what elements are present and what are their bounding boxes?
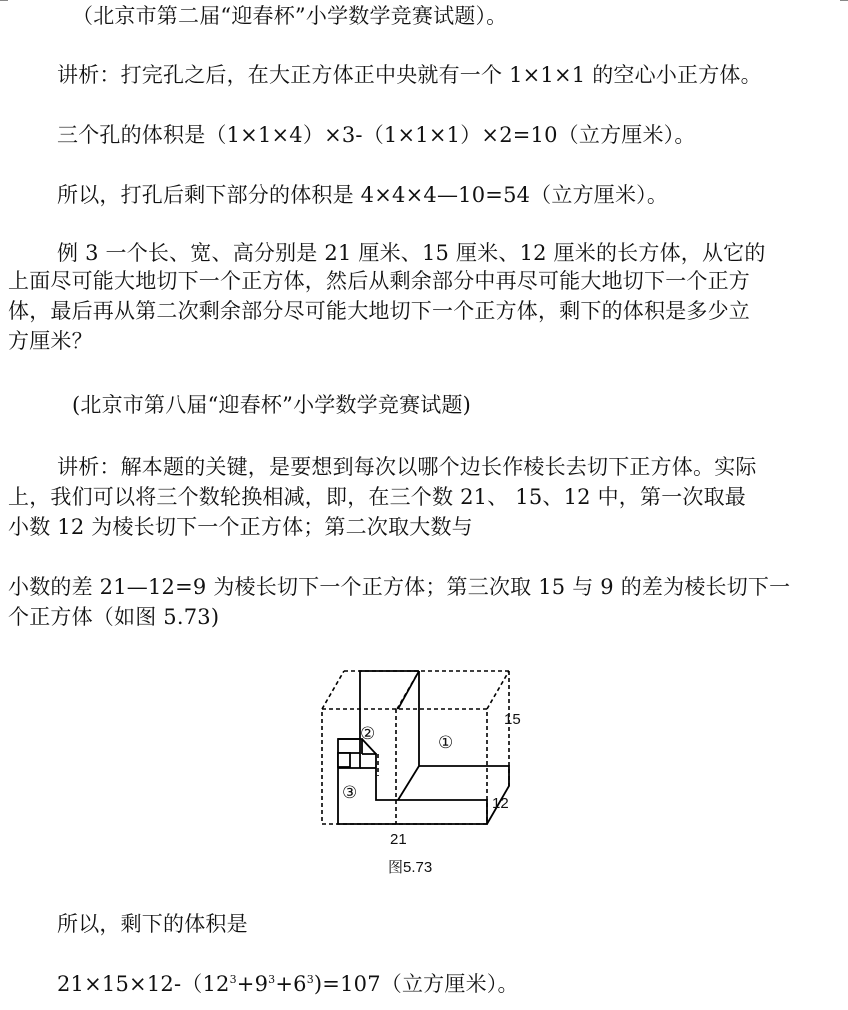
example-3-line-4: 方厘米？ bbox=[8, 329, 93, 353]
example-3-line-1: 例 3 一个长、宽、高分别是 21 厘米、15 厘米、12 厘米的长方体，从它的 bbox=[57, 241, 766, 265]
analysis-line-6: 个正方体（如图 5.73) bbox=[8, 605, 220, 629]
equation-part-4: )=107（立方厘米）。 bbox=[313, 972, 519, 996]
label-height-15: 15 bbox=[504, 711, 521, 728]
source-note-1: （北京市第二届“迎春杯”小学数学竞赛试题）。 bbox=[72, 4, 508, 28]
equation-part-1: 21×15×12-（12 bbox=[57, 972, 230, 996]
piece-label-3: ③ bbox=[342, 783, 358, 803]
label-width-12: 12 bbox=[492, 795, 509, 812]
analysis-line-2: 讲析：解本题的关键，是要想到每次以哪个边长作棱长去切下正方体。实际 bbox=[57, 455, 757, 479]
analysis-line-4: 小数 12 为棱长切下一个正方体；第二次取大数与 bbox=[8, 515, 473, 539]
equation-exponent-1: 3 bbox=[229, 973, 237, 986]
equation-part-2: +9 bbox=[236, 972, 269, 996]
equation-exponent-3: 3 bbox=[306, 973, 314, 986]
hole-volume-line: 三个孔的体积是（1×1×4）×3-（1×1×1）×2=10（立方厘米）。 bbox=[57, 123, 696, 147]
conclusion-line: 所以，剩下的体积是 bbox=[57, 912, 248, 936]
label-length-21: 21 bbox=[390, 831, 407, 848]
cuboid-figure bbox=[318, 664, 538, 878]
example-3-line-3: 体，最后再从第二次剩余部分尽可能大地切下一个正方体，剩下的体积是多少立 bbox=[8, 299, 750, 323]
analysis-line-3: 上，我们可以将三个数轮换相减，即，在三个数 21、 15、12 中，第一次取最 bbox=[8, 485, 746, 509]
figure-caption: 图5.73 bbox=[388, 859, 433, 876]
piece-label-2: ② bbox=[360, 724, 376, 744]
equation-part-3: +6 bbox=[275, 972, 307, 996]
analysis-line-1: 讲析：打完孔之后，在大正方体正中央就有一个 1×1×1 的空心小正方体。 bbox=[57, 63, 762, 87]
final-equation bbox=[0, 970, 848, 998]
page-corner-mark-right bbox=[840, 0, 848, 1]
source-note-2: (北京市第八届“迎春杯”小学数学竞赛试题) bbox=[72, 393, 472, 417]
cuboid-diagram bbox=[318, 664, 538, 878]
page-corner-mark-left bbox=[0, 0, 8, 1]
analysis-line-5: 小数的差 21—12=9 为棱长切下一个正方体；第三次取 15 与 9 的差为棱长切下一 bbox=[8, 575, 791, 599]
piece-label-1: ① bbox=[438, 733, 454, 753]
equation-exponent-2: 3 bbox=[268, 973, 276, 986]
example-3-line-2: 上面尽可能大地切下一个正方体，然后从剩余部分中再尽可能大地切下一个正方 bbox=[8, 269, 750, 293]
remaining-volume-line: 所以，打孔后剩下部分的体积是 4×4×4—10=54（立方厘米）。 bbox=[57, 183, 669, 207]
